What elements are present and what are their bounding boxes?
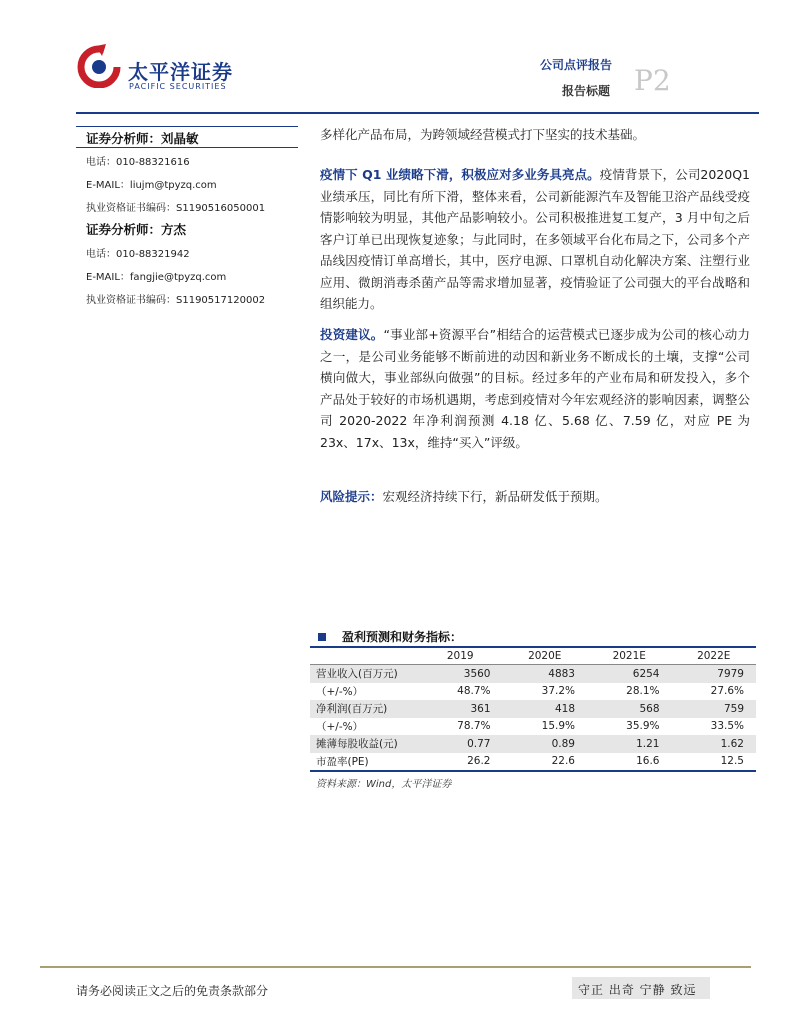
- analyst-2-phone: 电话：010-88321942: [86, 249, 190, 260]
- table-cell: 78.7%: [457, 720, 491, 733]
- analyst-2-cert: 执业资格证书编码：S1190517120002: [86, 295, 266, 306]
- table-row: [310, 683, 756, 701]
- table-cell: 16.6: [587, 753, 672, 772]
- table-source-note: 资料来源：Wind，太平洋证券: [316, 779, 452, 790]
- table-cell: 37.2%: [541, 685, 575, 698]
- risk-warning-heading: 风险提示：: [320, 489, 383, 504]
- investment-advice-heading: 投资建议。: [320, 327, 384, 342]
- table-cell: 26.2: [418, 753, 503, 772]
- table-cell: 22.6: [503, 753, 588, 772]
- risk-warning-paragraph: [320, 486, 750, 508]
- brand-name-en: PACIFIC SECURITIES: [129, 82, 227, 91]
- table-cell: 35.9%: [626, 720, 660, 733]
- sidebar-divider-top: [76, 126, 298, 127]
- table-cell: 28.1%: [626, 685, 660, 698]
- q1-performance-paragraph: [320, 164, 750, 315]
- table-cell: 7979: [672, 665, 757, 683]
- intro-text: 多样化产品布局，为跨领域经营模式打下坚实的技术基础。: [320, 127, 646, 142]
- q1-performance-text: 疫情背景下，公司2020Q1 业绩承压，同比有所下滑，整体来看，公司新能源汽车及智能卫浴产品线受疫情影响较为明显，其他产品影响较小。公司积极推进复工复产，3 月中旬之后客户订单已出现恢复迹象；与此同时，在多领域平台化布局之下，公司多个产品线因疫情订单高增长，其中，医疗电源、口罩机自动化解决方案、注塑行业应用、微朗消毒杀菌产品等需求增加显著，疫情验证了公司强大的平台战略和组织能力。: [320, 167, 750, 311]
- investment-advice-paragraph: [320, 324, 750, 453]
- table-row: [310, 665, 756, 683]
- table-row: [310, 700, 756, 718]
- pacific-securities-logo: [76, 42, 122, 88]
- table-cell: 1.21: [587, 735, 672, 753]
- analyst-2-title: 证券分析师：方杰: [86, 222, 187, 237]
- investment-advice-text: “事业部+资源平台”相结合的运营模式已逐步成为公司的核心动力之一，是公司业务能够不断前进的动因和新业务不断成长的土壤，支撑“公司横向做大，事业部纵向做强”的目标。经过多年的产业布局和研发投入，多个产品处于较好的市场机遇期，考虑到疫情对今年宏观经济的影响因素，调整公司 2020-2022 年净利润预测 4.18 亿、5.68 亿、7.59 亿，对应 PE 为 23x、17x、13x，维持“买入”评级。: [320, 327, 750, 450]
- analyst-2-email[interactable]: E-MAIL：fangjie@tpyzq.com: [86, 272, 227, 283]
- square-bullet-icon: [318, 633, 326, 641]
- footer-motto: 守正 出奇 宁静 致远: [578, 983, 697, 997]
- table-cell: 361: [418, 700, 503, 718]
- table-header-row: [310, 647, 756, 665]
- table-cell: 4883: [503, 665, 588, 683]
- report-title: 报告标题: [562, 84, 611, 98]
- analyst-1-title: 证券分析师：刘晶敏: [86, 131, 199, 146]
- table-cell: 15.9%: [541, 720, 575, 733]
- table-header-cell: [310, 647, 418, 665]
- risk-warning-text: 宏观经济持续下行，新品研发低于预期。: [382, 489, 608, 504]
- table-title-text: 盈利预测和财务指标：: [342, 630, 463, 644]
- table-cell: 1.62: [672, 735, 757, 753]
- row-label: （+/-%）: [316, 720, 364, 733]
- footer-disclaimer: 请务必阅读正文之后的免责条款部分: [76, 984, 269, 998]
- page-number: P2: [634, 64, 671, 97]
- analyst-1-email[interactable]: E-MAIL：liujm@tpyzq.com: [86, 180, 217, 191]
- table-header-cell: 2022E: [672, 647, 757, 665]
- row-label: （+/-%）: [316, 685, 364, 698]
- q1-performance-heading: 疫情下 Q1 业绩略下滑，积极应对多业务具亮点。: [320, 167, 600, 182]
- table-row: [310, 718, 756, 736]
- table-cell: 418: [503, 700, 588, 718]
- table-header-cell: 2019: [418, 647, 503, 665]
- header-divider: [76, 112, 759, 114]
- row-label: 净利润(百万元): [310, 700, 418, 718]
- sidebar-divider: [76, 147, 298, 148]
- report-type: 公司点评报告: [540, 58, 613, 72]
- table-cell: 48.7%: [457, 685, 491, 698]
- table-cell: 33.5%: [710, 720, 744, 733]
- table-cell: 568: [587, 700, 672, 718]
- table-cell: 0.89: [503, 735, 588, 753]
- table-cell: 27.6%: [710, 685, 744, 698]
- financial-forecast-table: [310, 646, 756, 772]
- row-label: 营业收入(百万元): [310, 665, 418, 683]
- footer-divider: [40, 966, 751, 968]
- intro-paragraph: [320, 124, 750, 146]
- table-cell: 12.5: [672, 753, 757, 772]
- row-label: 摊薄每股收益(元): [310, 735, 418, 753]
- table-header-cell: 2021E: [587, 647, 672, 665]
- table-cell: 0.77: [418, 735, 503, 753]
- table-title: [342, 628, 760, 646]
- analyst-1-phone: 电话：010-88321616: [86, 157, 190, 168]
- brand-name-cn: 太平洋证券: [128, 60, 233, 84]
- table-header-cell: 2020E: [503, 647, 588, 665]
- row-label: 市盈率(PE): [310, 753, 418, 772]
- analyst-1-cert: 执业资格证书编码：S1190516050001: [86, 203, 266, 214]
- table-row: [310, 735, 756, 753]
- table-cell: 6254: [587, 665, 672, 683]
- financial-forecast-section: [310, 628, 760, 790]
- table-row: [310, 753, 756, 772]
- table-cell: 759: [672, 700, 757, 718]
- table-cell: 3560: [418, 665, 503, 683]
